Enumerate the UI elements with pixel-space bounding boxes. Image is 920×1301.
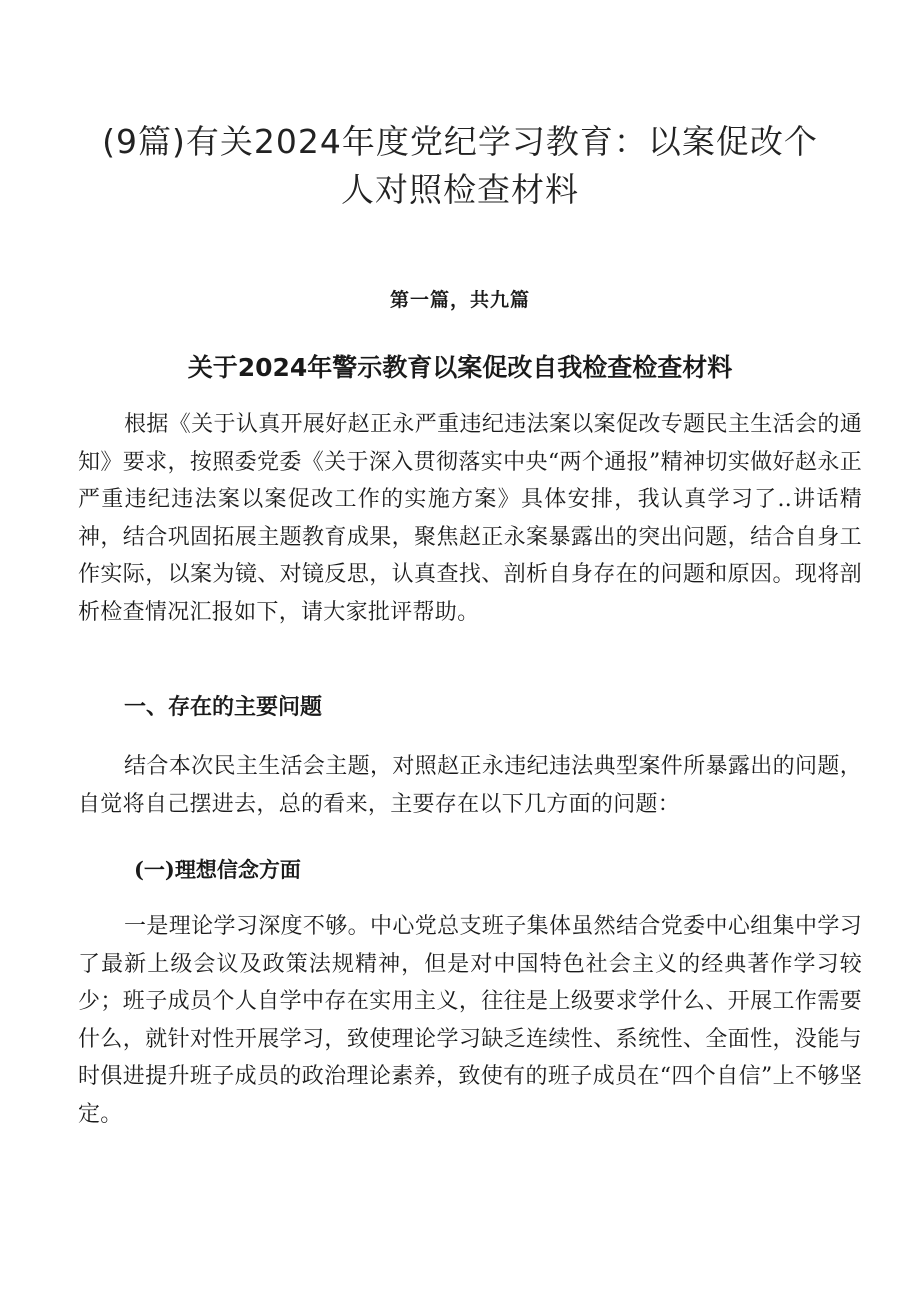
body-paragraph-summary: 结合本次民主生活会主题，对照赵正永违纪违法典型案件所暴露出的问题，自觉将自己摆进去，总的看来，主要存在以下几方面的问题：: [78, 754, 862, 817]
body-paragraph-intro: 根据《关于认真开展好赵正永严重违纪违法案以案促改专题民主生活会的通知》要求，按照委党委《关于深入贯彻落实中央“两个通报”精神切实做好赵永正严重违纪违法案以案促改工作的实施方案》具体安排，我认真学习了..讲话精神，结合巩固拓展主题教育成果，聚焦赵正永案暴露出的突出问题，结合自身工作实际，以案为镜、对镜反思，认真查找、剖析自身存在的问题和原因。现将剖析检查情况汇报如下，请大家批评帮助。: [78, 412, 862, 625]
body-paragraph-detail: 一是理论学习深度不够。中心党总支班子集体虽然结合党委中心组集中学习了最新上级会议及政策法规精神，但是对中国特色社会主义的经典著作学习较少；班子成员个人自学中存在实用主义，往往是上级要求学什么、开展工作需要什么，就针对性开展学习，致使理论学习缺乏连续性、系统性、全面性，没能与时俱进提升班子成员的政治理论素养，致使有的班子成员在“四个自信”上不够坚定。: [78, 914, 862, 1127]
part-label: 第一篇，共九篇: [389, 289, 530, 311]
subsection-heading: (一)理想信念方面: [134, 857, 301, 882]
document-title: (9篇)有关2024年度党纪学习教育：以案促改个人对照检查材料: [102, 122, 818, 209]
section-heading: 一、存在的主要问题: [124, 695, 323, 720]
section-subtitle: 关于2024年警示教育以案促改自我检查检查材料: [187, 353, 733, 382]
